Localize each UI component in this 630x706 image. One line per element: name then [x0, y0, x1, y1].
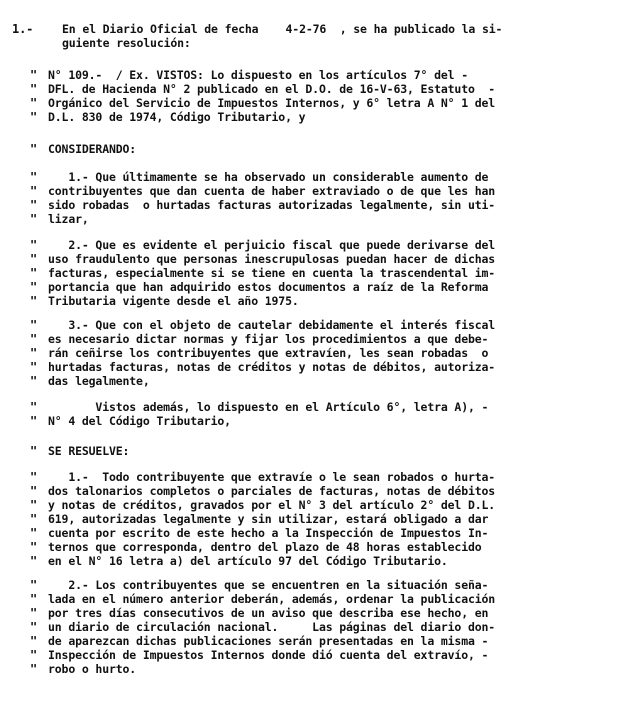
line-text: un diario de circulación nacional. Las páginas del diario don-: [48, 620, 496, 634]
line-text: 3.- Que con el objeto de cautelar debidamente el interés fiscal: [48, 318, 496, 332]
ditto-mark: ": [30, 96, 38, 110]
line-text: guiente resolución:: [62, 36, 191, 50]
line-text: en el N° 16 letra a) del artículo 97 del Código Tributario.: [48, 554, 448, 568]
ditto-mark: ": [30, 662, 38, 676]
line-text: D.L. 830 de 1974, Código Tributario, y: [48, 110, 306, 124]
line-text: En el Diario Oficial de fecha 4-2-76 , se ha publicado la si-: [62, 22, 503, 36]
ditto-mark: ": [30, 648, 38, 662]
line-text: ternos que corresponda, dentro del plazo de 48 horas establecido: [48, 540, 482, 554]
line-text: 2.- Los contribuyentes que se encuentren en la situación seña-: [48, 578, 489, 592]
line-text: de aparezcan dichas publicaciones serán presentadas en la misma -: [48, 634, 489, 648]
line-text: facturas, especialmente si se tiene en cuenta la trascendental im-: [48, 266, 496, 280]
ditto-mark: ": [30, 360, 38, 374]
line-text: es necesario dictar normas y fijar los procedimientos a que debe-: [48, 332, 489, 346]
line-text: Orgánico del Servicio de Impuestos Internos, y 6° letra A N° 1 del: [48, 96, 496, 110]
line-text: 2.- Que es evidente el perjuicio fiscal que puede derivarse del: [48, 238, 496, 252]
line-text: Tributaria vigente desde el año 1975.: [48, 294, 299, 308]
ditto-mark: ": [30, 266, 38, 280]
ditto-mark: ": [30, 184, 38, 198]
line-text: y notas de créditos, gravados por el N° 3 del artículo 2° del D.L.: [48, 498, 496, 512]
ditto-mark: ": [30, 280, 38, 294]
ditto-mark: ": [30, 332, 38, 346]
ditto-mark: ": [30, 498, 38, 512]
ditto-mark: ": [30, 238, 38, 252]
ditto-mark: ": [30, 68, 38, 82]
line-text: rán ceñirse los contribuyentes que extravíen, les sean robadas o: [48, 346, 489, 360]
item-number: 1.-: [12, 22, 34, 36]
line-text: SE RESUELVE:: [48, 444, 130, 458]
ditto-mark: ": [30, 346, 38, 360]
ditto-mark: ": [30, 142, 38, 156]
line-text: N° 4 del Código Tributario,: [48, 414, 231, 428]
ditto-mark: ": [30, 526, 38, 540]
line-text: Inspección de Impuestos Internos donde dió cuenta del extravío, -: [48, 648, 489, 662]
ditto-mark: ": [30, 540, 38, 554]
line-text: 619, autorizadas legalmente y sin utilizar, estará obligado a dar: [48, 512, 489, 526]
line-text: CONSIDERANDO:: [48, 142, 137, 156]
ditto-mark: ": [30, 634, 38, 648]
ditto-mark: ": [30, 198, 38, 212]
ditto-mark: ": [30, 110, 38, 124]
ditto-mark: ": [30, 252, 38, 266]
ditto-mark: ": [30, 414, 38, 428]
line-text: lada en el número anterior deberán, además, ordenar la publicación: [48, 592, 496, 606]
ditto-mark: ": [30, 374, 38, 388]
ditto-mark: ": [30, 318, 38, 332]
ditto-mark: ": [30, 170, 38, 184]
line-text: sido robadas o hurtadas facturas autorizadas legalmente, sin uti-: [48, 198, 496, 212]
line-text: portancia que han adquirido estos documentos a raíz de la Reforma: [48, 280, 489, 294]
ditto-mark: ": [30, 606, 38, 620]
ditto-mark: ": [30, 400, 38, 414]
line-text: cuenta por escrito de este hecho a la Inspección de Impuestos In-: [48, 526, 489, 540]
line-text: 1.- Todo contribuyente que extravíe o le sean robados o hurta-: [48, 470, 496, 484]
line-text: 1.- Que últimamente se ha observado un considerable aumento de: [48, 170, 489, 184]
ditto-mark: ": [30, 82, 38, 96]
ditto-mark: ": [30, 484, 38, 498]
ditto-mark: ": [30, 578, 38, 592]
line-text: hurtadas facturas, notas de créditos y notas de débitos, autoriza-: [48, 360, 496, 374]
line-text: por tres días consecutivos de un aviso que describa ese hecho, en: [48, 606, 489, 620]
ditto-mark: ": [30, 212, 38, 226]
ditto-mark: ": [30, 444, 38, 458]
line-text: contribuyentes que dan cuenta de haber extraviado o de que les han: [48, 184, 496, 198]
ditto-mark: ": [30, 620, 38, 634]
ditto-mark: ": [30, 512, 38, 526]
line-text: uso fraudulento que personas inescrupulosas puedan hacer de dichas: [48, 252, 496, 266]
line-text: DFL. de Hacienda N° 2 publicado en el D.O. de 16-V-63, Estatuto -: [48, 82, 496, 96]
line-text: robo o hurto.: [48, 662, 137, 676]
line-text: Vistos además, lo dispuesto en el Artículo 6°, letra A), -: [48, 400, 489, 414]
line-text: dos talonarios completos o parciales de facturas, notas de débitos: [48, 484, 496, 498]
line-text: das legalmente,: [48, 374, 150, 388]
ditto-mark: ": [30, 592, 38, 606]
ditto-mark: ": [30, 554, 38, 568]
ditto-mark: ": [30, 294, 38, 308]
line-text: N° 109.- / Ex. VISTOS: Lo dispuesto en los artículos 7° del -: [48, 68, 468, 82]
line-text: lizar,: [48, 212, 89, 226]
ditto-mark: ": [30, 470, 38, 484]
